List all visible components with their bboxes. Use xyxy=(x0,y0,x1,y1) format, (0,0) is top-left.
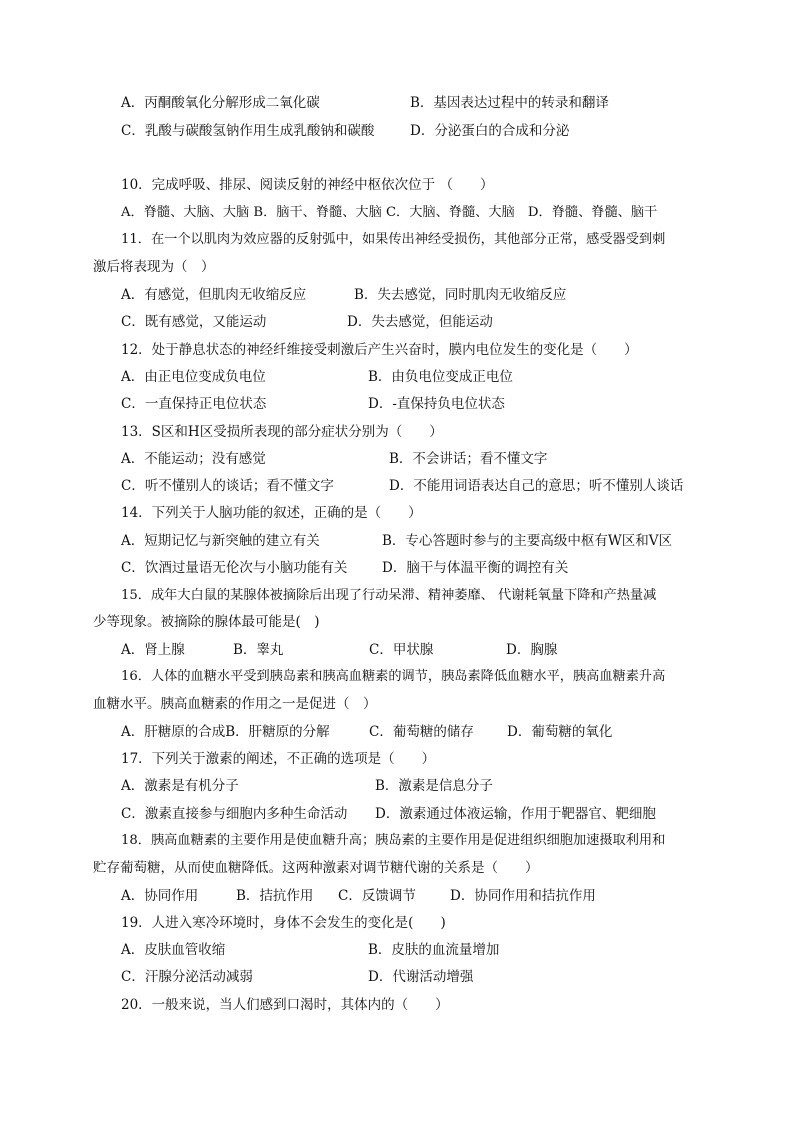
question-15-stem-cont: 少等现象。被摘除的腺体最可能是( ) xyxy=(93,614,320,630)
option-a: A．短期记忆与新突触的建立有关 xyxy=(121,533,320,549)
option-c: C．既有感觉，又能运动 xyxy=(121,314,267,330)
option-d: D．葡萄糖的氧化 xyxy=(507,724,613,740)
option-c: C．激素直接参与细胞内多种生命活动 xyxy=(121,806,348,822)
option-ab: A．肝糖原的合成B．肝糖原的分解 xyxy=(121,724,330,740)
option-c: C．葡萄糖的储存 xyxy=(369,724,474,740)
option-c: C．饮酒过量语无伦次与小脑功能有关 xyxy=(121,560,348,576)
option-a: A．不能运动；没有感觉 xyxy=(121,451,266,467)
option-c: C．一直保持正电位状态 xyxy=(121,396,267,412)
option-c: C．甲状腺 xyxy=(369,642,434,658)
question-13-stem: 13．S区和H区受损所表现的部分症状分别为（ ） xyxy=(121,424,443,440)
option-c: C．汗腺分泌活动减弱 xyxy=(121,969,253,985)
question-16-stem: 16．人体的血糖水平受到胰岛素和胰高血糖素的调节，胰岛素降低血糖水平，胰高血糖素升高 xyxy=(121,669,666,684)
question-10-stem: 10．完成呼吸、排尿、阅读反射的神经中枢依次位于 （ ） xyxy=(121,177,494,193)
question-20-stem: 20．一般来说，当人们感到口渴时，其体内的（ ） xyxy=(121,997,449,1013)
option-b: B．不会讲话；看不懂文字 xyxy=(389,451,548,467)
option-d: D．代谢活动增强 xyxy=(368,969,474,985)
option-d: D．-直保持负电位状态 xyxy=(368,396,505,412)
option-a: A．丙酮酸氧化分解形成二氧化碳 xyxy=(121,95,320,111)
option-a: A．皮肤血管收缩 xyxy=(121,942,226,958)
option-a: A．肾上腺 xyxy=(121,642,185,658)
option-d: D．不能用词语表达自己的意思；听不懂别人谈话 xyxy=(389,478,684,494)
question-17-stem: 17．下列关于激素的阐述，不正确的选项是（ ） xyxy=(121,751,436,767)
option-b: B．由负电位变成正电位 xyxy=(368,369,513,385)
question-12-stem: 12．处于静息状态的神经纤维接受刺激后产生兴奋时，膜内电位发生的变化是（ ） xyxy=(121,342,638,358)
option-c: C．反馈调节 xyxy=(338,888,416,904)
option-b: B．失去感觉，同时肌肉无收缩反应 xyxy=(354,287,567,303)
option-d: D．分泌蛋白的合成和分泌 xyxy=(410,123,570,139)
option-b: B．皮肤的血流量增加 xyxy=(368,942,500,958)
question-11-stem: 11．在一个以肌肉为效应器的反射弧中，如果传出神经受损伤，其他部分正常，感受器受到刺 xyxy=(121,232,666,247)
option-b: B．拮抗作用 xyxy=(236,888,314,904)
option-b: B．基因表达过程中的转录和翻译 xyxy=(410,95,609,111)
option-c: C．乳酸与碳酸氢钠作用生成乳酸钠和碳酸 xyxy=(121,123,375,139)
question-19-stem: 19．人进入寒冷环境时，身体不会发生的变化是( ) xyxy=(121,915,446,931)
option-d: D．协同作用和拮抗作用 xyxy=(450,888,596,904)
option-c: C．听不懂别人的谈话；看不懂文字 xyxy=(121,478,334,494)
option-b: B．专心答题时参与的主要高级中枢有W区和V区 xyxy=(382,533,673,549)
option-a: A．激素是有机分子 xyxy=(121,778,239,794)
option-d: D．激素通过体液运输，作用于靶器官、靶细胞 xyxy=(375,806,656,822)
question-18-stem: 18．胰高血糖素的主要作用是使血糖升高；胰岛素的主要作用是促进组织细胞加速摄取利用和 xyxy=(121,833,666,848)
option-b: B．睾丸 xyxy=(233,642,284,658)
question-11-stem-cont: 激后将表现为（ ） xyxy=(93,259,215,275)
option-d: D．脑干与体温平衡的调控有关 xyxy=(382,560,569,576)
option-a: A．有感觉，但肌肉无收缩反应 xyxy=(121,287,307,303)
option-b: B．激素是信息分子 xyxy=(375,778,493,794)
question-15-stem: 15．成年大白鼠的某腺体被摘除后出现了行动呆滞、精神萎靡、 代谢耗氧量下降和产热量减 xyxy=(121,588,657,603)
option-d: D．失去感觉，但能运动 xyxy=(347,314,493,330)
question-16-stem-cont: 血糖水平。胰高血糖素的作用之一是促进（ ） xyxy=(93,696,377,712)
option-a: A．协同作用 xyxy=(121,888,199,904)
option-d: D．胸腺 xyxy=(506,642,558,658)
option-a: A．由正电位变成负电位 xyxy=(121,369,266,385)
question-10-options: A．脊髓、大脑、大脑 B．脑干、脊髓、大脑 C．大脑、脊髓、大脑 D．脊髓、脊髓、脑干 xyxy=(121,205,658,220)
question-18-stem-cont: 贮存葡萄糖，从而使血糖降低。这两种激素对调节糖代谢的关系是（ ） xyxy=(93,860,539,876)
question-14-stem: 14．下列关于人脑功能的叙述，正确的是（ ） xyxy=(121,505,422,521)
